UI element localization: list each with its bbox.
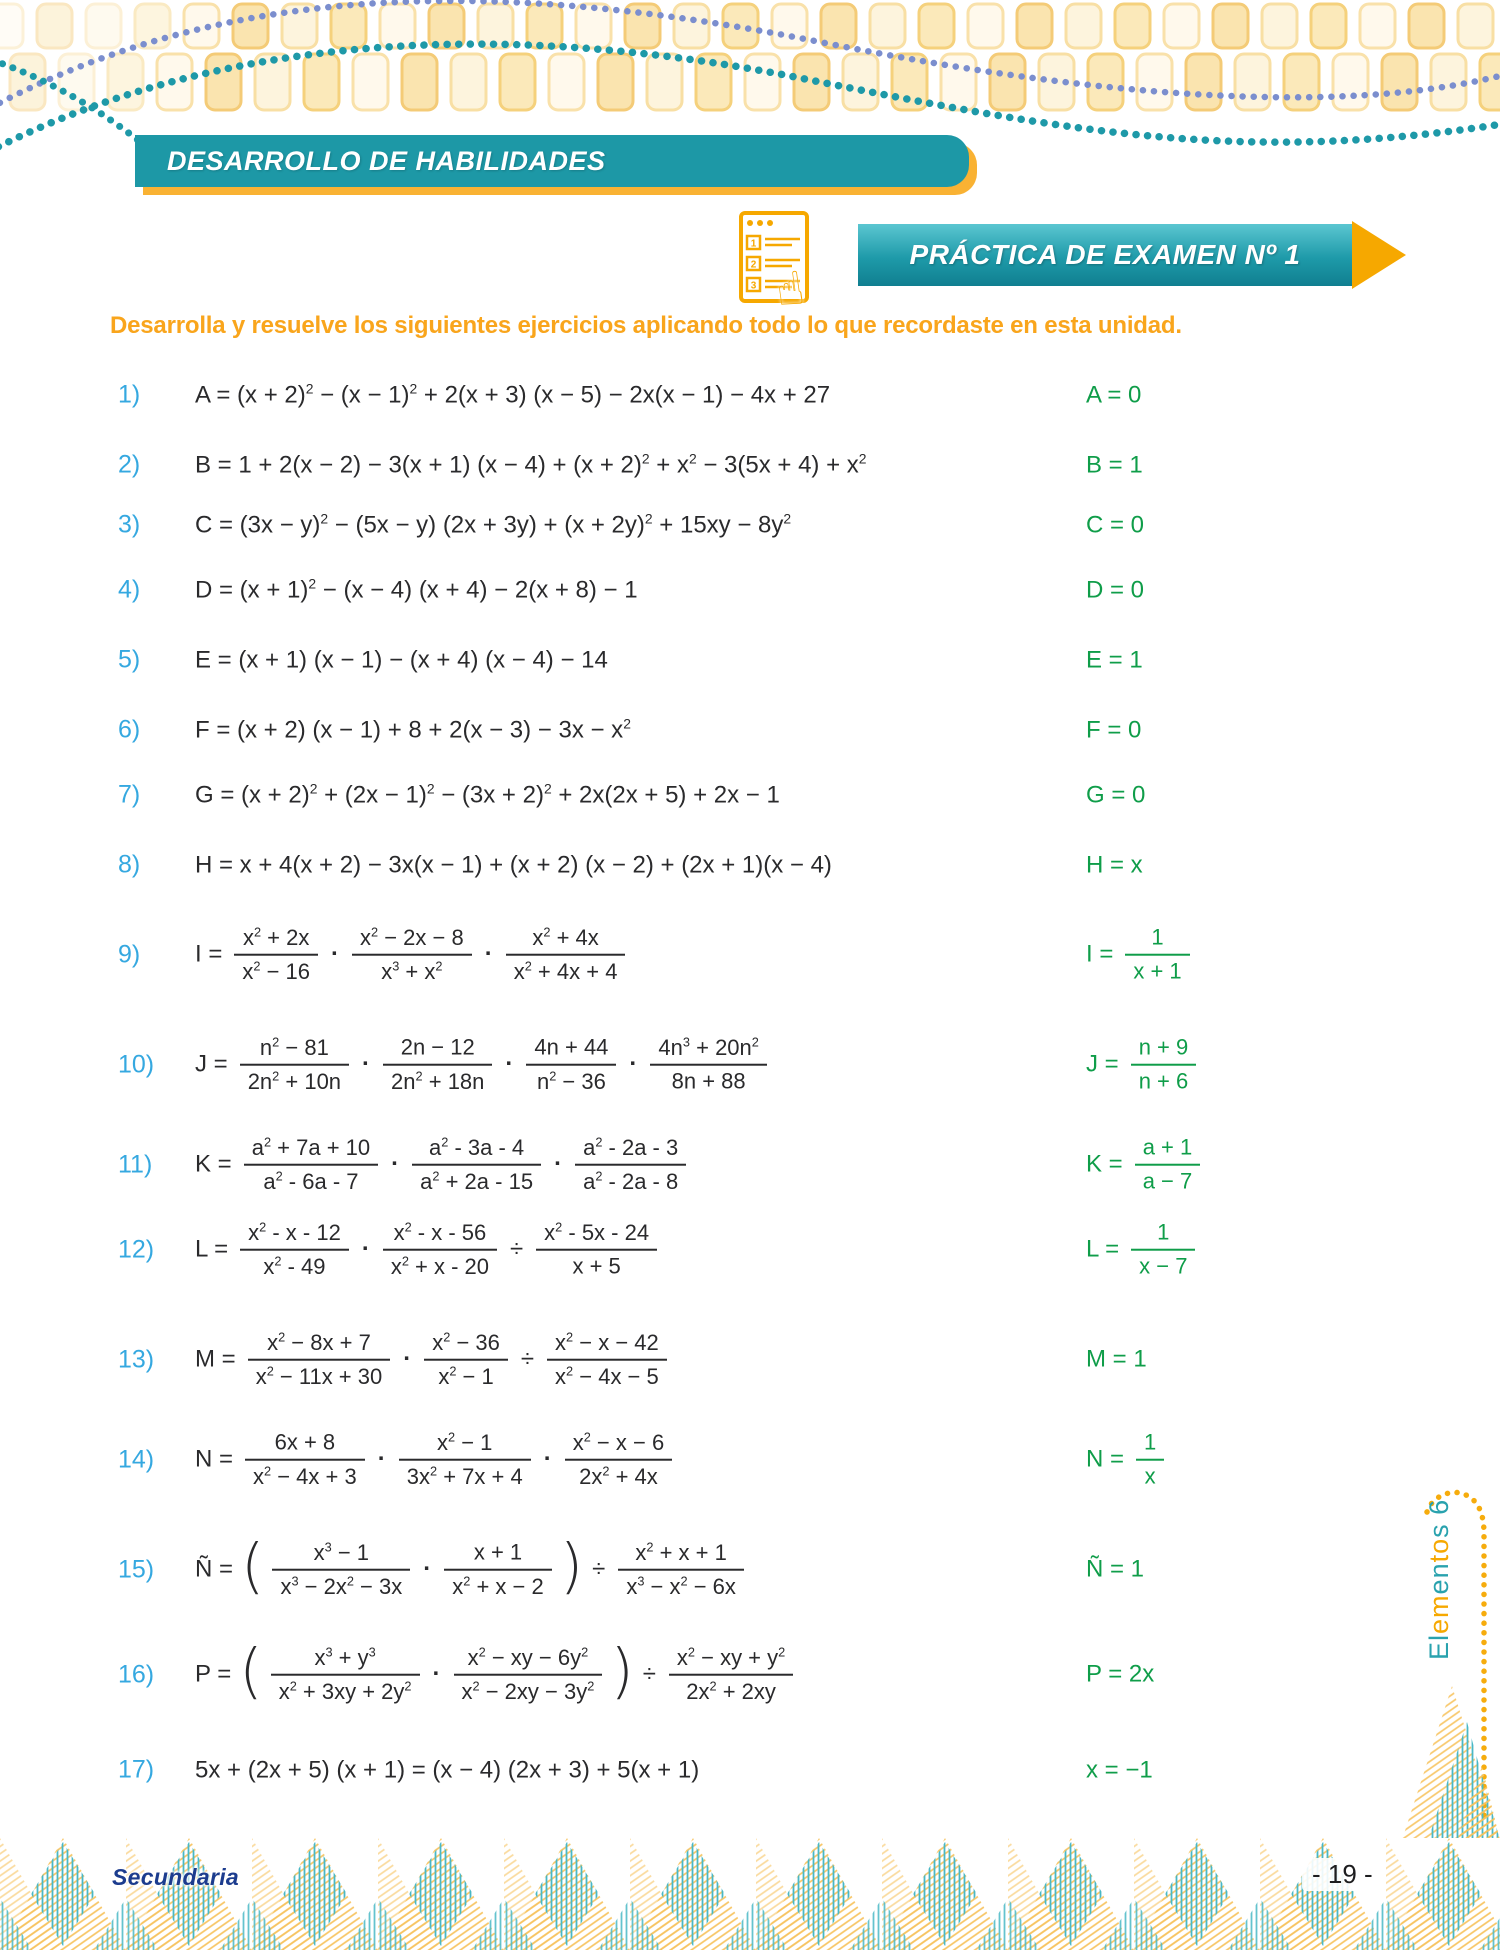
exercise-number: 12) — [118, 1235, 155, 1264]
exercise-number: 6) — [118, 715, 141, 744]
expression-lead: L = — [195, 1236, 229, 1263]
exercise-number: 14) — [118, 1445, 155, 1474]
exercise-answer — [1086, 1135, 1500, 1195]
exercise-number: 10) — [118, 1050, 155, 1079]
exercise-number: 16) — [118, 1660, 155, 1689]
exercise-row — [0, 1532, 1500, 1602]
operator: · — [361, 1236, 370, 1263]
fraction: $\frac{x^3 - 1}{x^3 - 2x^2 - 3x}$ — [272, 1540, 410, 1601]
fraction: $\frac{x^3 + y^3}{x^2 + 3xy + 2y^2}$ — [271, 1645, 420, 1706]
exercise-row — [0, 1330, 1500, 1391]
fraction: $\frac{2n - 12}{2n^2 + 18n}$ — [383, 1035, 492, 1095]
operator: · — [331, 941, 339, 968]
expression-lead: K = — [1086, 1151, 1123, 1178]
expression-text: A = 0 — [1086, 381, 1142, 408]
exercise-answer — [1086, 1346, 1500, 1374]
exercise-expression — [195, 1220, 1086, 1281]
practice-banner — [858, 224, 1352, 286]
exercise-number: 5) — [118, 645, 141, 674]
fraction: $\frac{x^2 - x - 12}{x^2 - 49}$ — [240, 1220, 349, 1281]
expression-text: D = 0 — [1086, 576, 1145, 603]
fraction: $\frac{x^2 - xy + y^2}{2x^2 + 2xy}$ — [669, 1645, 793, 1706]
expression-text: B = 1 + 2(x − 2) − 3(x + 1) $(x - 4) + (x + 2)^2 + x^2 - 3(5x + 4) + x^2$ — [195, 450, 867, 479]
expression-lead: N = — [195, 1446, 234, 1473]
expression-text: G = 0 — [1086, 781, 1146, 808]
exercise-number: 17) — [118, 1755, 155, 1784]
expression-text: $D = (x + 1)^2 - (x - 4)$ (x + 4) − 2(x + 8) − 1 — [195, 575, 638, 604]
exercise-number: 7) — [118, 780, 141, 809]
side-tab-letter: l — [1424, 1633, 1454, 1641]
expression-text: $C = (3x - y)^2 - (5x - y)$ $(2x + 3y) + (x + 2y)^2 + 15xy - 8y^2$ — [195, 510, 792, 539]
fraction: $\frac{4n + 44}{n^2 - 36}$ — [526, 1035, 616, 1095]
side-tab-elementos — [1424, 1499, 1455, 1660]
exercise-answer — [1086, 1035, 1500, 1095]
exercise-expression — [195, 381, 1086, 410]
side-tab-letter: o — [1424, 1537, 1454, 1554]
expression-lead: K = — [195, 1151, 232, 1178]
expression-text: H = x — [1086, 851, 1143, 878]
expression-text: H = x + 4(x + 2) − 3x(x − 1) + (x + 2) (x − 2) + (2x + 1)(x − 4) — [195, 851, 832, 878]
exercise-number: 13) — [118, 1345, 155, 1374]
expression-text: B = 1 — [1086, 451, 1143, 478]
side-tab-letter: n — [1424, 1562, 1454, 1579]
exercise-expression — [195, 781, 1086, 810]
hand-pointer-icon: ☝ — [772, 260, 808, 318]
operator: ÷ — [510, 1236, 524, 1263]
fraction: $\frac{x^2 - 36}{x^2 - 1}$ — [424, 1330, 508, 1391]
operator: · — [484, 941, 493, 968]
expression-lead: I = — [195, 941, 223, 968]
side-tab-letter: E — [1424, 1640, 1454, 1660]
fraction: $\frac{a^2 - 2a - 3}{a^2 - 2a - 8}$ — [575, 1135, 686, 1196]
expression-text: $G = (x + 2)^2 + (2x - 1)^2 - (3x + 2)^2 + 2x(2x + 5) + 2x - 1$ — [195, 780, 780, 809]
fraction: $\frac{4n^3 + 20n^2}{8n + 88}$ — [650, 1035, 766, 1095]
exercise-expression — [195, 716, 1086, 745]
fraction: $\frac{1}{x}$ — [1136, 1430, 1164, 1490]
svg-text:1: 1 — [750, 238, 757, 250]
expression-text: F = (x + 2) $(x - 1) + 8 + 2(x - 3) - 3x - x^2$ — [195, 715, 631, 744]
exercise-expression — [195, 925, 1086, 986]
fraction: $\frac{a^2 + 7a + 10}{a^2 - 6a - 7}$ — [244, 1135, 378, 1196]
operator: · — [554, 1151, 563, 1178]
operator: · — [391, 1151, 400, 1178]
expression-text: F = 0 — [1086, 716, 1142, 743]
expression-text: P = 2x — [1086, 1661, 1155, 1688]
exercise-answer — [1086, 381, 1500, 409]
side-tab-letter: t — [1424, 1553, 1454, 1563]
fraction: $\frac{n + 9}{n + 6}$ — [1131, 1035, 1197, 1095]
operator: · — [377, 1446, 386, 1473]
expression-text: E = 1 — [1086, 646, 1143, 673]
operator: ÷ — [592, 1556, 606, 1583]
exercise-number: 15) — [118, 1555, 155, 1584]
fraction: $\frac{6x + 8}{x^2 - 4x + 3}$ — [245, 1430, 365, 1490]
exercise-number: 1) — [118, 380, 141, 409]
exercise-expression: Ñ = ( $\frac{x^3 - 1}{x^3 - 2x^2 - 3x}$ · $\frac{x + 1}{x^2 + x - 2}$ ) ÷ $\frac{x^2 + x + 1}{x^3 - x^2 - 6x}$ — [195, 1540, 1086, 1601]
expression-text: M = 1 — [1086, 1346, 1147, 1373]
exercise-row — [0, 716, 1500, 745]
exercise-number: 3) — [118, 510, 141, 539]
expression-text: $A = (x + 2)^2 - (x - 1)^2 + 2(x + 3)$ (x − 5) − 2x(x − 1) − 4x + 27 — [195, 380, 831, 409]
exercise-answer — [1086, 716, 1500, 744]
exercise-row — [0, 1035, 1500, 1096]
exercise-answer — [1086, 646, 1500, 674]
exercise-expression — [195, 1135, 1086, 1196]
expression-text: Ñ = 1 — [1086, 1556, 1145, 1583]
exercise-row — [0, 1220, 1500, 1281]
expression-lead: I = — [1086, 941, 1114, 968]
exercise-row — [0, 511, 1500, 540]
exercise-expression — [195, 511, 1086, 540]
exercise-number: 4) — [118, 575, 141, 604]
expression-lead: M = — [195, 1346, 236, 1373]
exercise-answer — [1086, 451, 1500, 479]
side-tab-letter: m — [1424, 1594, 1454, 1618]
practice-banner-arrow-icon — [1352, 221, 1406, 289]
section-banner — [135, 135, 969, 187]
operator: · — [543, 1446, 552, 1473]
expression-text: x = −1 — [1086, 1756, 1153, 1783]
exercise-expression — [195, 576, 1086, 605]
exercise-expression — [195, 1430, 1086, 1491]
expression-lead: Ñ = — [195, 1556, 234, 1583]
fraction: $\frac{x + 1}{x^2 + x - 2}$ — [444, 1540, 551, 1600]
expression-text: 5x + (2x + 5) (x + 1) = (x − 4) (2x + 3) + 5(x + 1) — [195, 1756, 700, 1783]
expression-text: C = 0 — [1086, 511, 1145, 538]
fraction: $\frac{n^2 - 81}{2n^2 + 10n}$ — [240, 1035, 349, 1096]
operator: · — [432, 1661, 441, 1688]
exercise-expression: P = ( $\frac{x^3 + y^3}{x^2 + 3xy + 2y^2}$ · $\frac{x^2 - xy - 6y^2}{x^2 - 2xy - 3y^2}$ ) ÷ $\frac{x^2 - xy + y^2}{2x^2 + 2xy}$ — [195, 1645, 1086, 1706]
exercise-row — [0, 925, 1500, 986]
operator: ÷ — [520, 1346, 535, 1373]
fraction: $\frac{x^2 - 2x - 8}{x^3 + x^2}$ — [352, 925, 472, 986]
exercise-expression — [195, 646, 1086, 674]
exercise-row — [0, 576, 1500, 605]
exercise-answer — [1086, 576, 1500, 604]
exercise-row — [0, 781, 1500, 810]
exercise-row — [0, 451, 1500, 480]
exercise-row — [0, 1756, 1500, 1785]
expression-text: E = (x + 1) (x − 1) − (x + 4) (x − 4) − 14 — [195, 646, 608, 673]
expression-lead: N = — [1086, 1446, 1125, 1473]
fraction: $\frac{x^2 + 4x}{x^2 + 4x + 4}$ — [506, 925, 626, 986]
exercise-expression — [195, 1035, 1086, 1096]
operator: · — [423, 1556, 432, 1583]
operator: · — [362, 1051, 371, 1078]
fraction: $\frac{x^2 - 8x + 7}{x^2 - 11x + 30}$ — [248, 1330, 391, 1391]
exercise-row — [0, 851, 1500, 880]
footer-decoration — [0, 1838, 1500, 1950]
exercise-answer — [1086, 1220, 1500, 1280]
fraction: $\frac{x^2 - x - 6}{2x^2 + 4x}$ — [565, 1430, 672, 1491]
exercise-expression — [195, 851, 1086, 879]
fraction: $\frac{1}{x - 7}$ — [1131, 1220, 1195, 1280]
exercise-number: 11) — [118, 1150, 153, 1179]
side-tab-letter: s — [1424, 1523, 1454, 1538]
exercise-number: 8) — [118, 850, 141, 879]
expression-lead: J = — [195, 1051, 228, 1078]
exercise-row — [0, 1135, 1500, 1196]
operator: · — [629, 1051, 638, 1078]
exercise-expression — [195, 1330, 1086, 1391]
fraction: $\frac{a^2 - 3a - 4}{a^2 + 2a - 15}$ — [412, 1135, 541, 1196]
operator: · — [505, 1051, 514, 1078]
exercise-answer — [1086, 851, 1500, 879]
side-tab-letter: 6 — [1424, 1498, 1454, 1515]
fraction: $\frac{x^2 + 2x}{x^2 - 16}$ — [234, 925, 318, 986]
section-banner-label: DESARROLLO DE HABILIDADES — [167, 145, 606, 176]
side-tab-letter — [1424, 1515, 1454, 1524]
fraction: $\frac{x^2 - 5x - 24}{x + 5}$ — [536, 1220, 657, 1280]
exercise-row — [0, 381, 1500, 410]
exercise-answer — [1086, 925, 1500, 985]
exercise-expression — [195, 451, 1086, 480]
practice-banner-label: PRÁCTICA DE EXAMEN Nº 1 — [909, 239, 1301, 270]
page-number: - 19 - — [1302, 1858, 1383, 1891]
expression-lead: P = — [195, 1661, 232, 1688]
fraction: $\frac{x^2 - 1}{3x^2 + 7x + 4}$ — [399, 1430, 531, 1491]
fraction: $\frac{x^2 - x - 56}{x^2 + x - 20}$ — [383, 1220, 497, 1281]
exercise-answer — [1086, 511, 1500, 539]
exercise-number: 9) — [118, 940, 141, 969]
exercise-number: 2) — [118, 450, 141, 479]
exercise-row — [0, 1430, 1500, 1491]
fraction: $\frac{1}{x + 1}$ — [1125, 925, 1189, 985]
svg-text:2: 2 — [750, 259, 757, 271]
exercise-answer — [1086, 781, 1500, 809]
expression-lead: L = — [1086, 1236, 1120, 1263]
operator: ÷ — [642, 1661, 656, 1688]
svg-text:3: 3 — [750, 280, 757, 292]
fraction: $\frac{x^2 - x - 42}{x^2 - 4x - 5}$ — [547, 1330, 667, 1391]
instruction-text: Desarrolla y resuelve los siguientes ejercicios aplicando todo lo que recordaste en esta unidad. — [110, 312, 1182, 339]
fraction: $\frac{x^2 + x + 1}{x^3 - x^2 - 6x}$ — [618, 1540, 744, 1601]
fraction: $\frac{x^2 - xy - 6y^2}{x^2 - 2xy - 3y^2}$ — [454, 1645, 603, 1706]
exercise-expression — [195, 1756, 1086, 1784]
side-tab-letter: e — [1424, 1617, 1454, 1634]
expression-lead: J = — [1086, 1051, 1119, 1078]
publisher-logo: Secundaria — [112, 1864, 239, 1890]
exercise-row — [0, 1637, 1500, 1707]
side-tab-letter: e — [1424, 1578, 1454, 1595]
operator: · — [403, 1346, 412, 1373]
fraction: $\frac{a + 1}{a - 7}$ — [1135, 1135, 1201, 1195]
exercise-row — [0, 646, 1500, 675]
